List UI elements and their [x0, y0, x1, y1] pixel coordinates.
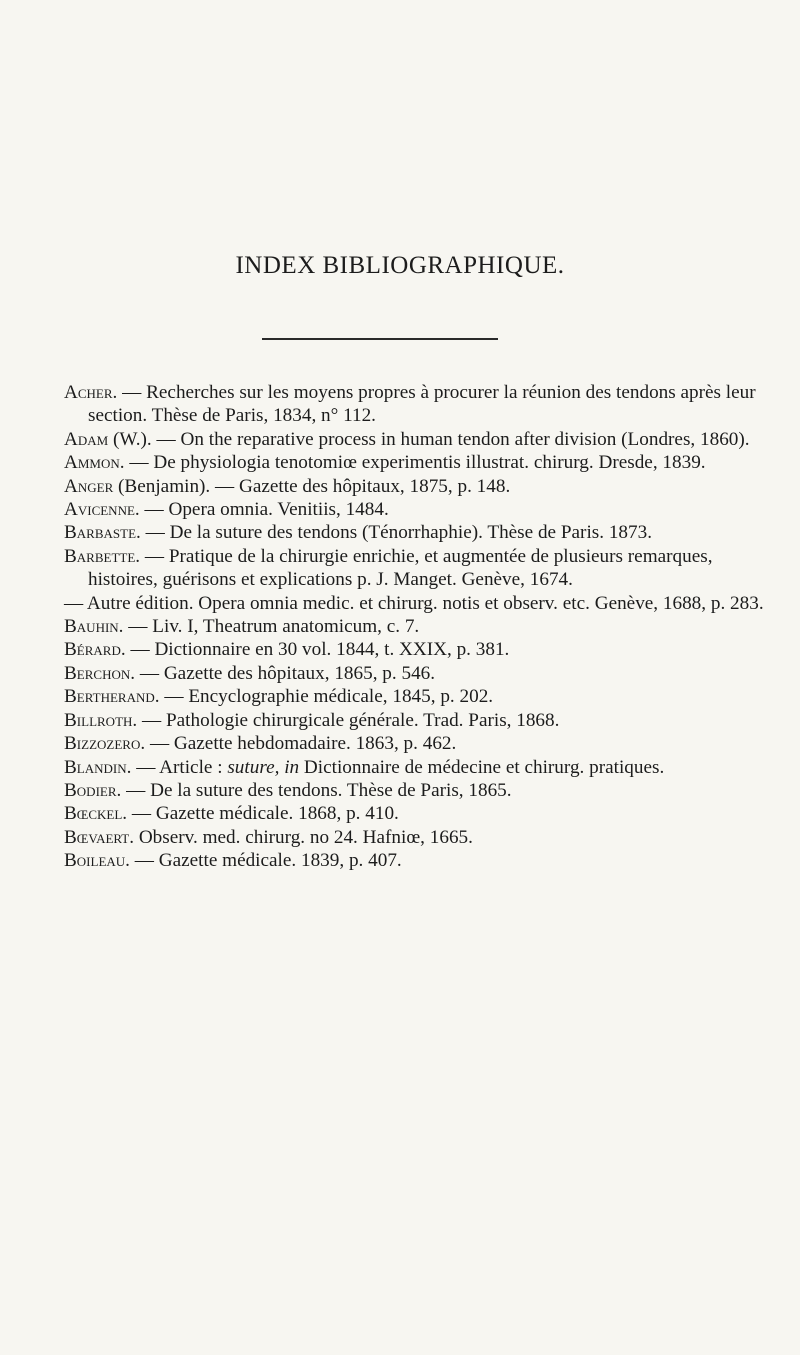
entry-text: — Article :	[131, 756, 228, 778]
entry-text: (W.). — On the reparative process in human tendon after division (Londres, 1860).	[108, 428, 750, 450]
bibliography-entry	[64, 662, 784, 685]
entry-author: Berchon.	[64, 662, 136, 684]
bibliography-entry	[64, 498, 784, 521]
title-rule	[262, 338, 498, 340]
entry-text: — Pratique de la chirurgie enrichie, et augmentée de plusieurs remarques, histoires, guérisons et explications p. J. Manget. Genève, 1674.	[88, 545, 713, 591]
entry-text-tail: Dictionnaire de médecine et chirurg. pratiques.	[299, 756, 665, 778]
bibliography-entry	[64, 685, 784, 708]
entry-author: Adam	[64, 428, 109, 450]
entry-author: Bœckel.	[64, 803, 128, 825]
entry-author: Anger	[64, 475, 114, 497]
entry-author: Bizzozero.	[64, 733, 146, 755]
entry-author: Bodier.	[64, 779, 122, 801]
entry-author: Boileau.	[64, 850, 130, 872]
entry-author: Acher.	[64, 382, 118, 403]
entry-text: Observ. med. chirurg. no 24. Hafniœ, 1665.	[134, 826, 473, 848]
entry-text: — De physiologia tenotomiœ experimentis illustrat. chirurg. Dresde, 1839.	[124, 452, 706, 474]
bibliography-entry	[64, 756, 784, 779]
entry-author: Blandin.	[64, 756, 132, 778]
entry-text: — Gazette hebdomadaire. 1863, p. 462.	[145, 733, 457, 755]
entry-text: — De la suture des tendons (Ténorrhaphie). Thèse de Paris. 1873.	[140, 522, 653, 544]
entry-author: Billroth.	[64, 709, 138, 731]
bibliography-entry	[64, 779, 784, 802]
entry-author: Ammon.	[64, 452, 125, 474]
entry-author: Bérard.	[64, 639, 126, 661]
bibliography-entry	[64, 849, 784, 872]
bibliography-entry	[64, 615, 784, 638]
entry-text: — Encyclographie médicale, 1845, p. 202.	[159, 686, 494, 708]
entry-text: — Dictionnaire en 30 vol. 1844, t. XXIX, p. 381.	[125, 639, 510, 661]
bibliography-list	[64, 381, 784, 873]
entry-text: — Opera omnia. Venitiis, 1484.	[139, 499, 389, 521]
entry-text: — Gazette médicale. 1839, p. 407.	[129, 850, 402, 872]
bibliography-entry	[64, 709, 784, 732]
entry-text: — Liv. I, Theatrum anatomicum, c. 7.	[123, 616, 420, 638]
entry-author: Avicenne.	[64, 499, 140, 521]
entry-text: — Recherches sur les moyens propres à procurer la réunion des tendons après leur section. Thèse de Paris, 1834, n° 112.	[88, 382, 756, 427]
bibliography-entry	[64, 545, 784, 592]
bibliography-entry	[64, 802, 784, 825]
entry-text: — Gazette médicale. 1868, p. 410.	[127, 803, 399, 825]
entry-author: Barbaste.	[64, 522, 141, 544]
bibliography-entry	[64, 592, 784, 615]
entry-text: — Pathologie chirurgicale générale. Trad. Paris, 1868.	[137, 709, 560, 731]
entry-text: — Gazette des hôpitaux, 1865, p. 546.	[135, 662, 436, 684]
entry-italic: suture, in	[227, 756, 300, 778]
entry-text: — Autre édition. Opera omnia medic. et chirurg. notis et observ. etc. Genève, 1688, p. 283.	[64, 592, 764, 614]
bibliography-entry	[64, 638, 784, 661]
entry-author: Bertherand.	[64, 686, 160, 708]
bibliography-entry	[64, 475, 784, 498]
entry-author: Bauhin.	[64, 616, 124, 638]
entry-author: Bœvaert.	[64, 826, 135, 848]
entry-author: Barbette.	[64, 545, 141, 567]
entry-text: (Benjamin). — Gazette des hôpitaux, 1875, p. 148.	[113, 475, 511, 497]
bibliography-entry	[64, 381, 784, 428]
entry-text: — De la suture des tendons. Thèse de Paris, 1865.	[121, 779, 512, 801]
page-title: INDEX BIBLIOGRAPHIQUE.	[235, 252, 565, 279]
bibliography-entry	[64, 428, 784, 451]
bibliography-entry	[64, 732, 784, 755]
bibliography-entry	[64, 451, 784, 474]
bibliography-entry	[64, 521, 784, 544]
bibliography-entry	[64, 826, 784, 849]
